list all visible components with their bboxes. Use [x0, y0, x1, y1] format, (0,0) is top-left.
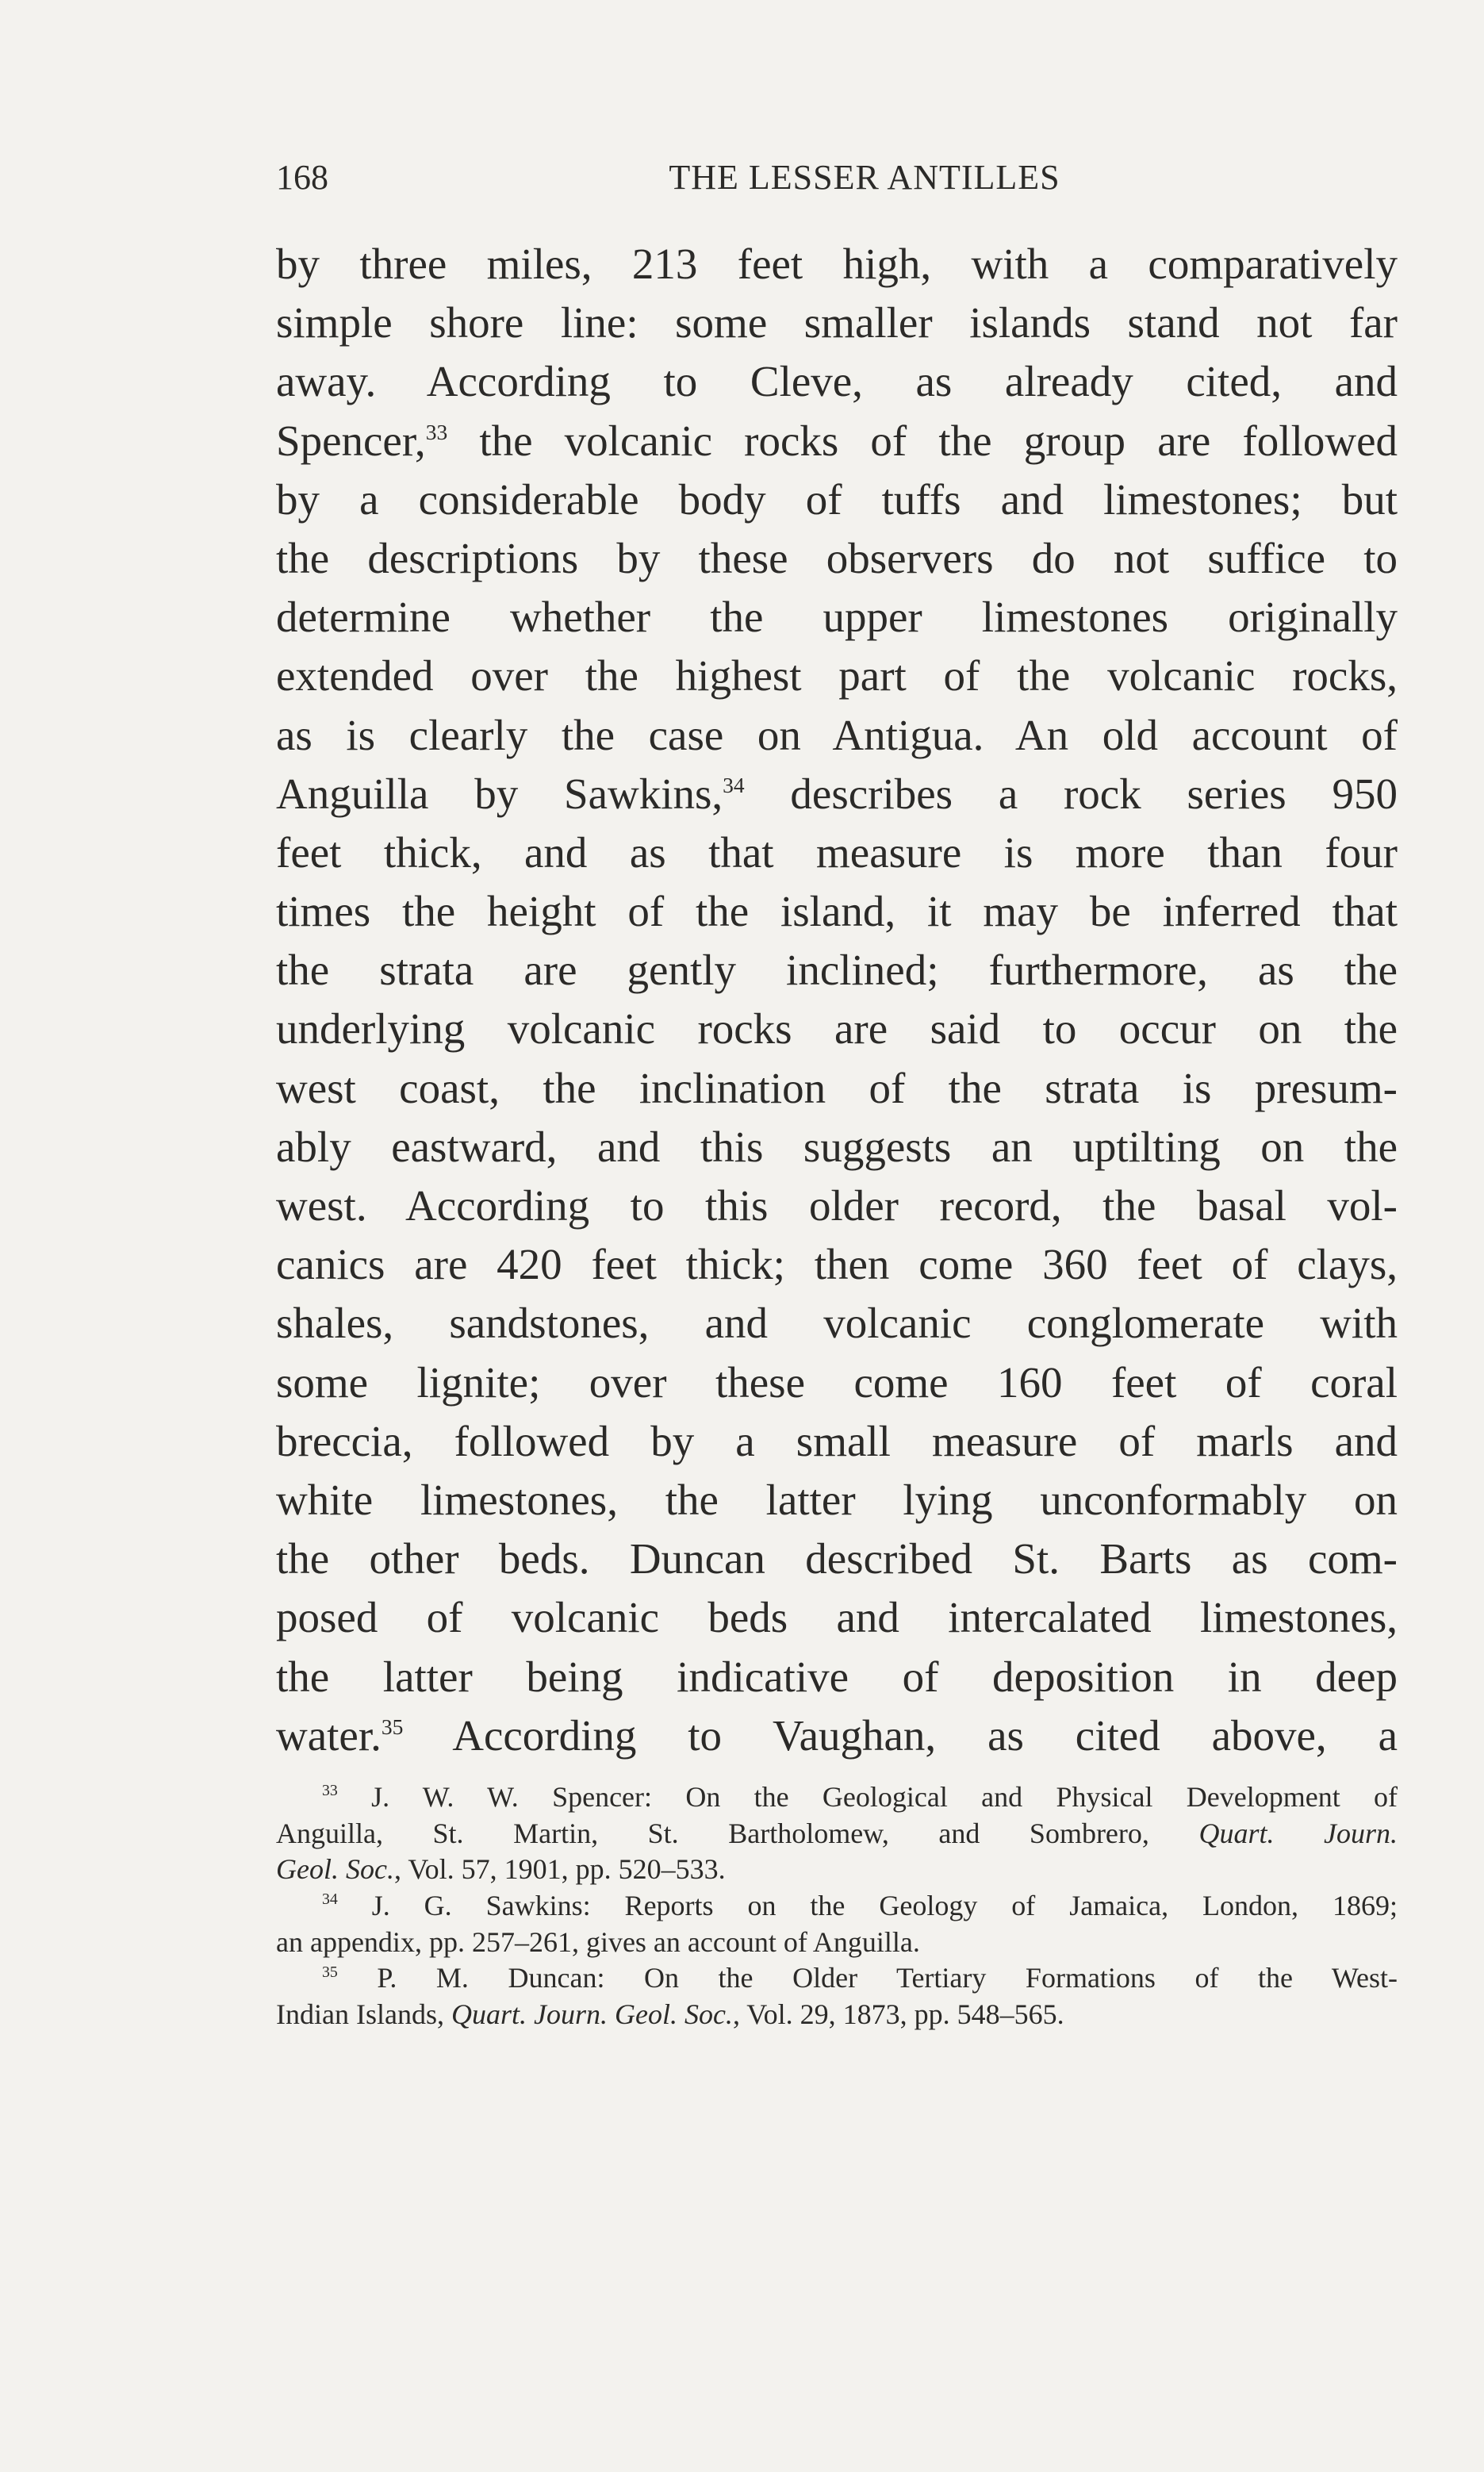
- text-run: some lignite; over these come 160 feet of coral: [276, 1357, 1398, 1407]
- footnote: [276, 1888, 1398, 1960]
- body-line: [276, 1648, 1398, 1706]
- footnote-ref: 35: [322, 1963, 338, 1981]
- text-run: by three miles, 213 feet high, with a comparatively: [276, 240, 1398, 288]
- body-line: [276, 1000, 1398, 1058]
- text-run: an appendix, pp. 257–261, gives an account of Anguilla.: [276, 1925, 920, 1958]
- body-text: [276, 235, 1398, 1765]
- footnote-line: [276, 1925, 1398, 1961]
- text-run: posed of volcanic beds and intercalated limestones,: [276, 1593, 1398, 1642]
- text-run: P. M. Duncan: On the Older Tertiary Formations of the West-: [337, 1962, 1398, 1994]
- text-run: the volcanic rocks of the group are followed: [447, 416, 1398, 465]
- text-run: the latter being indicative of deposition in deep: [276, 1652, 1398, 1701]
- text-run: J. G. Sawkins: Reports on the Geology of Jamaica, London, 1869;: [337, 1890, 1398, 1922]
- body-line: [276, 529, 1398, 588]
- body-line: [276, 1294, 1398, 1353]
- text-run: Anguilla by Sawkins,: [276, 769, 723, 818]
- text-run: west coast, the inclination of the strata is presum-: [276, 1063, 1398, 1112]
- text-run: feet thick, and as that measure is more than four: [276, 827, 1398, 877]
- footnote-line: [276, 1852, 1398, 1888]
- body-line: [276, 412, 1398, 470]
- text-run: by a considerable body of tuffs and limestones; but: [276, 474, 1398, 524]
- text-run: breccia, followed by a small measure of marls and: [276, 1416, 1398, 1465]
- footnote-ref: 34: [322, 1890, 338, 1909]
- footnote-ref: 33: [322, 1782, 338, 1800]
- page-number: 168: [276, 158, 328, 197]
- text-run: Indian Islands,: [276, 1998, 451, 2031]
- footnote-line: [276, 1960, 1398, 1997]
- footnote: [276, 1779, 1398, 1888]
- text-run: simple shore line: some smaller islands stand not far: [276, 298, 1398, 347]
- footnote-line: [276, 1816, 1398, 1852]
- text-run: shales, sandstones, and volcanic conglomerate with: [276, 1299, 1398, 1348]
- body-line: [276, 588, 1398, 647]
- running-title: THE LESSER ANTILLES: [669, 158, 1060, 197]
- footnote-line: [276, 1779, 1398, 1816]
- body-line: [276, 1706, 1398, 1765]
- text-run: , Vol. 29, 1873, pp. 548–565.: [732, 1998, 1064, 2031]
- footnotes: [276, 1779, 1398, 2033]
- body-line: [276, 470, 1398, 529]
- text-run: describes a rock series 950: [744, 769, 1398, 818]
- footnote-ref: 34: [723, 773, 745, 798]
- body-line: [276, 941, 1398, 1000]
- text-run: underlying volcanic rocks are said to occur on the: [276, 1004, 1398, 1054]
- footnote-line: [276, 1997, 1398, 2033]
- text-run: west. According to this older record, the basal vol-: [276, 1181, 1398, 1230]
- text-run: Anguilla, St. Martin, St. Bartholomew, and Sombrero,: [276, 1817, 1199, 1849]
- body-line: [276, 1235, 1398, 1294]
- body-line: [276, 1412, 1398, 1471]
- body-line: [276, 647, 1398, 705]
- text-run: canics are 420 feet thick; then come 360 feet of clays,: [276, 1240, 1398, 1289]
- text-run: extended over the highest part of the volcanic rocks,: [276, 651, 1398, 701]
- text-run: away. According to Cleve, as already cited, and: [276, 357, 1398, 406]
- body-line: [276, 1471, 1398, 1530]
- body-line: [276, 706, 1398, 765]
- body-line: [276, 1177, 1398, 1235]
- text-run: ably eastward, and this suggests an uptilting on the: [276, 1122, 1398, 1171]
- body-line: [276, 352, 1398, 411]
- italic-text: Quart. Journ. Geol. Soc.: [451, 1998, 733, 2031]
- body-line: [276, 823, 1398, 882]
- text-run: times the height of the island, it may be inferred that: [276, 887, 1398, 936]
- italic-text: Geol. Soc.: [276, 1853, 394, 1886]
- text-run: , Vol. 57, 1901, pp. 520–533.: [393, 1853, 726, 1886]
- text-run: the other beds. Duncan described St. Barts as com-: [276, 1534, 1398, 1583]
- body-line: [276, 294, 1398, 352]
- text-run: Spencer,: [276, 416, 426, 465]
- text-run: water.: [276, 1710, 382, 1760]
- body-line: [276, 1118, 1398, 1177]
- text-run: white limestones, the latter lying unconformably on: [276, 1475, 1398, 1524]
- footnote-ref: 33: [425, 420, 448, 445]
- text-run: as is clearly the case on Antigua. An old account of: [276, 710, 1398, 759]
- text-run: According to Vaughan, as cited above, a: [403, 1710, 1398, 1760]
- footnote-ref: 35: [381, 1714, 404, 1740]
- text-run: J. W. W. Spencer: On the Geological and Physical Development of: [337, 1781, 1398, 1813]
- running-header: [276, 157, 1398, 205]
- italic-text: Quart. Journ.: [1198, 1817, 1398, 1849]
- footnote: [276, 1960, 1398, 2032]
- body-line: [276, 765, 1398, 823]
- body-line: [276, 1530, 1398, 1588]
- body-line: [276, 882, 1398, 941]
- text-run: the descriptions by these observers do not suffice to: [276, 533, 1398, 582]
- body-line: [276, 1353, 1398, 1412]
- text-run: determine whether the upper limestones originally: [276, 593, 1398, 642]
- text-run: the strata are gently inclined; furthermore, as the: [276, 946, 1398, 995]
- footnote-line: [276, 1888, 1398, 1925]
- body-line: [276, 1059, 1398, 1118]
- body-line: [276, 1588, 1398, 1647]
- body-line: [276, 235, 1398, 294]
